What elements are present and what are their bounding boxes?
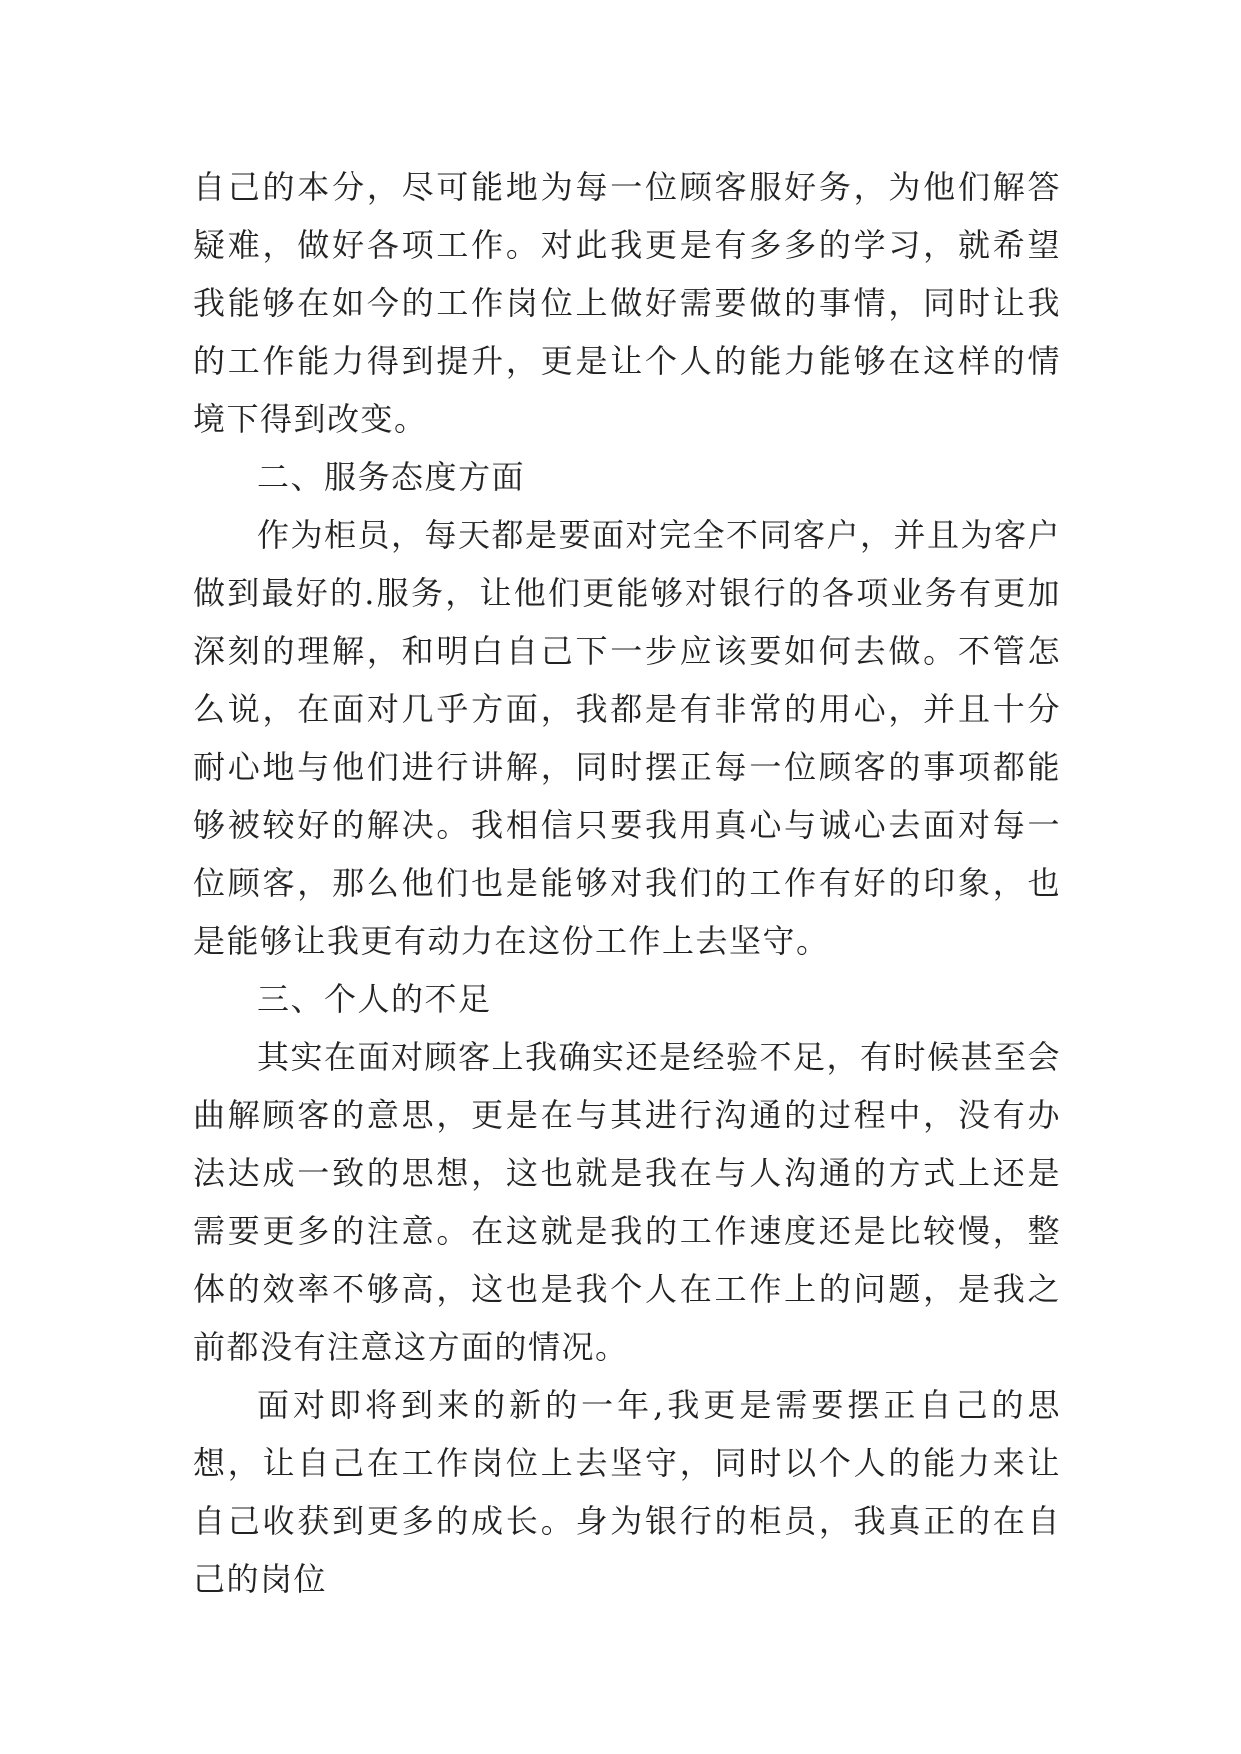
paragraph-service-attitude: 作为柜员，每天都是要面对完全不同客户，并且为客户做到最好的.服务，让他们更能够对银行的各项业务有更加深刻的理解，和明白自己下一步应该要如何去做。不管怎么说，在面对几乎方面，我都是有非常的用心，并且十分耐心地与他们进行讲解，同时摆正每一位顾客的事项都能够被较好的解决。我相信只要我用真心与诚心去面对每一位顾客，那么他们也是能够对我们的工作有好的印象，也是能够让我更有动力在这份工作上去坚守。 [193, 516, 1062, 960]
paragraph-new-year: 面对即将到来的新的一年,我更是需要摆正自己的思想，让自己在工作岗位上去坚守，同时以个人的能力来让自己收获到更多的成长。身为银行的柜员，我真正的在自己的岗位 [193, 1386, 1061, 1598]
paragraph-shortcomings: 其实在面对顾客上我确实还是经验不足，有时候甚至会曲解顾客的意思，更是在与其进行沟通的过程中，没有办法达成一致的思想，这也就是我在与人沟通的方式上还是需要更多的注意。在这就是我的工作速度还是比较慢，整体的效率不够高，这也是我个人在工作上的问题，是我之前都没有注意这方面的情况。 [193, 1038, 1062, 1366]
paragraph-continuation: 自己的本分，尽可能地为每一位顾客服好务，为他们解答疑难，做好各项工作。对此我更是有多多的学习，就希望我能够在如今的工作岗位上做好需要做的事情，同时让我的工作能力得到提升，更是让个人的能力能够在这样的情境下得到改变。 [193, 168, 1061, 438]
section-heading-shortcomings: 三、个人的不足 [257, 980, 492, 1018]
section-heading-service-attitude: 二、服务态度方面 [257, 458, 526, 496]
document-body [193, 158, 1061, 1608]
